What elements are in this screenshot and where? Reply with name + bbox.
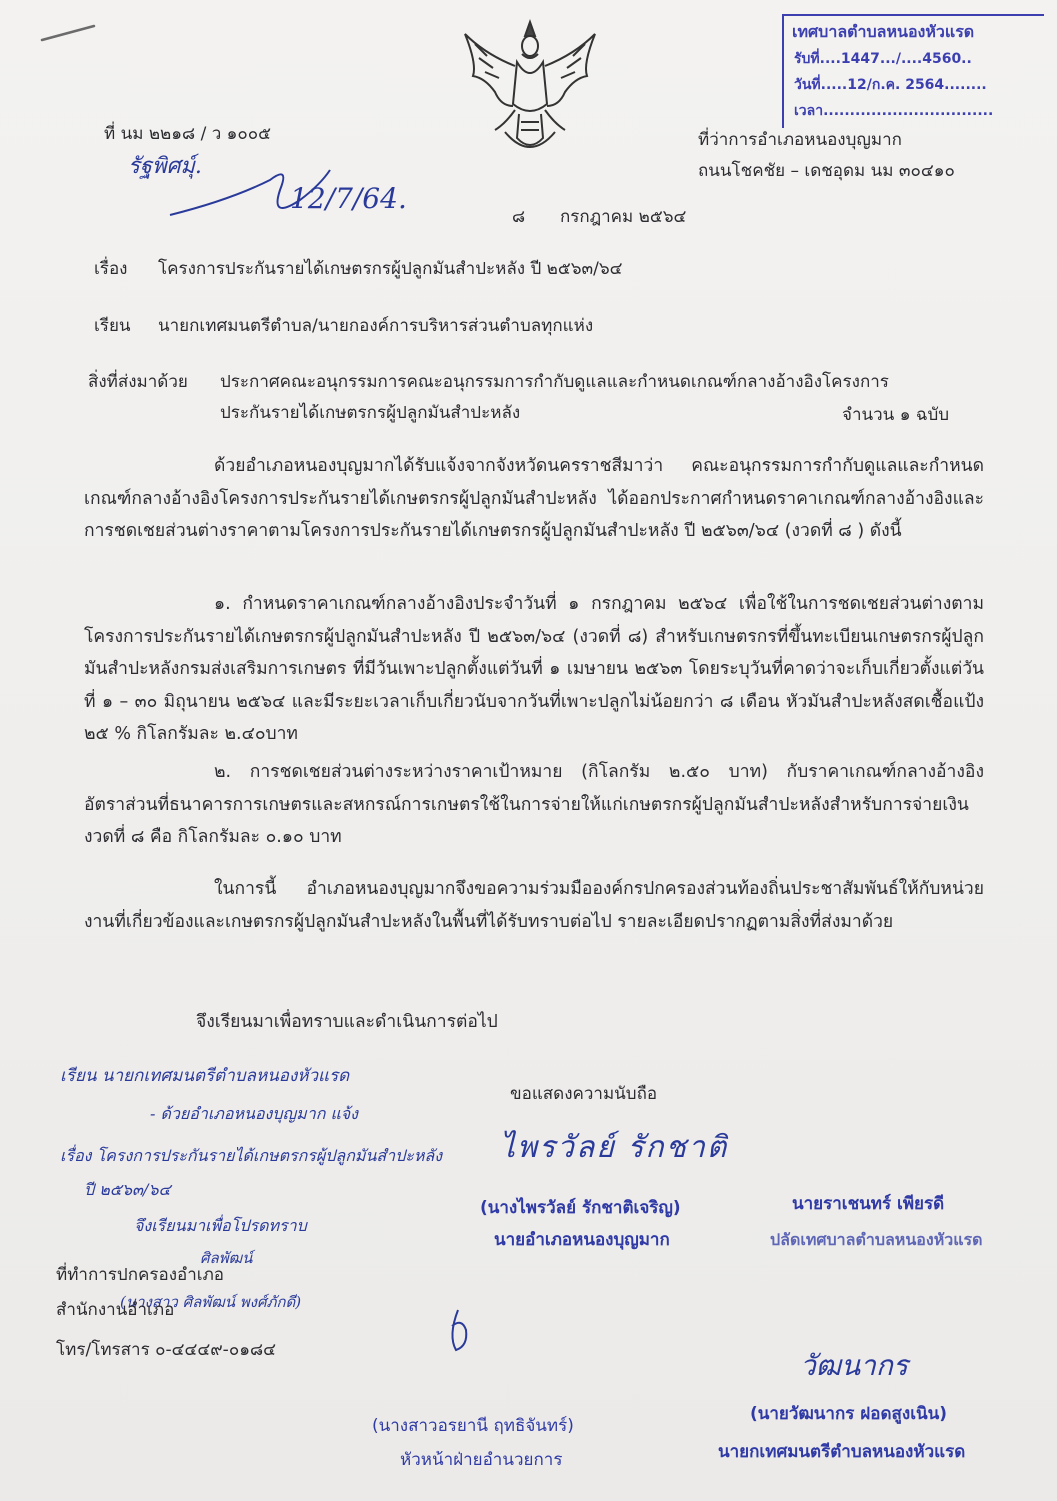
note-line-3: เรื่อง โครงการประกันรายได้เกษตรกรผู้ปลูกมันสำปะหลัง <box>60 1146 443 1165</box>
note-line-5: จึงเรียนมาเพื่อโปรดทราบ <box>134 1216 307 1235</box>
body-paragraph-3: ๒. การชดเชยส่วนต่างระหว่างราคาเป้าหมาย (กิโลกรัม ๒.๕๐ บาท) กับราคาเกณฑ์กลางอ้างอิงอัตราส่วนที่ธนาคารการเกษตรและสหกรณ์การเกษตรใช้ในการจ่ายให้แก่เกษตรกรผู้ปลูกมันสำปะหลังสำหรับการจ่ายเงินงวดที่ ๘ คือ กิโลกรัมละ ๐.๑๐ บาท <box>84 762 984 847</box>
chief-title: หัวหน้าฝ่ายอำนวยการ <box>400 1450 563 1470</box>
signer-title: นายอำเภอหนองบุญมาก <box>494 1230 670 1250</box>
addressee-label: เรียน <box>94 316 131 336</box>
enclosure-line2: ประกันรายได้เกษตรกรผู้ปลูกมันสำปะหลัง <box>220 403 521 423</box>
signer-name: (นางไพรวัลย์ รักชาติเจริญ) <box>480 1198 681 1218</box>
stamp-date: วันที่.....12/ก.ค. 2564........ <box>794 77 987 93</box>
body-paragraph-1: ด้วยอำเภอหนองบุญมากได้รับแจ้งจากจังหวัดนครราชสีมาว่า คณะอนุกรรมการกำกับดูแลและกำหนดเกณฑ์กลางอ้างอิงโครงการประกันรายได้เกษตรกรผู้ปลูกมันสำปะหลัง ได้ออกประกาศกำหนดราคาเกณฑ์กลางอ้างอิงและการชดเชยส่วนต่างราคาตามโครงการประกันรายได้เกษตรกรผู้ปลูกมันสำปะหลัง ปี ๒๕๖๓/๖๔ (งวดที่ ๘ ) ดังนี้ <box>84 456 984 541</box>
office-name: ที่ว่าการอำเภอหนองบุญมาก <box>698 130 902 150</box>
enclosure-line1: ประกาศคณะอนุกรรมการคณะอนุกรรมการกำกับดูแลและกำหนดเกณฑ์กลางอ้างอิงโครงการ <box>220 372 889 392</box>
addressee-text: นายกเทศมนตรีตำบล/นายกองค์การบริหารส่วนตำบลทุกแห่ง <box>158 316 594 336</box>
note-line-2: - ด้วยอำเภอหนองบุญมาก แจ้ง <box>150 1104 358 1123</box>
body-paragraph-2: ๑. กำหนดราคาเกณฑ์กลางอ้างอิงประจำวันที่ ๑ กรกฎาคม ๒๕๖๔ เพื่อใช้ในการชดเชยส่วนต่างตามโครงการประกันรายได้เกษตรกรผู้ปลูกมันสำปะหลัง ปี ๒๕๖๓/๖๔ (งวดที่ ๘) สำหรับเกษตรกรที่ขึ้นทะเบียนเกษตรกรผู้ปลูกมันสำปะหลังกรมส่งเสริมการเกษตร ที่มีวันเพาะปลูกตั้งแต่วันที่ ๑ เมษายน ๒๕๖๓ โดยระบุวันที่คาดว่าจะเก็บเกี่ยวตั้งแต่วันที่ ๑ – ๓๐ มิถุนายน ๒๕๖๔ และมีระยะเวลาเก็บเกี่ยวนับจากวันที่เพาะปลูกไม่น้อยกว่า ๘ เดือน หัวมันสำปะหลังสดเชื้อแป้ง ๒๕ % กิโลกรัมละ ๒.๔๐บาท <box>84 594 984 744</box>
note-line-6: ศิลพัฒน์ <box>200 1249 253 1267</box>
handwritten-signature-stroke <box>150 160 420 230</box>
subject-label: เรื่อง <box>94 259 128 279</box>
deputy-name: นายราเชนทร์ เพียรดี <box>792 1194 945 1214</box>
stamp-received-no: รับที่....1447.../....4560.. <box>794 51 972 67</box>
receiving-stamp <box>782 14 1044 128</box>
mayor-name: (นายวัฒนากร ฝอดสูงเนิน) <box>750 1404 948 1424</box>
chief-name: (นางสาวอรยานี ฤทธิจันทร์) <box>372 1416 574 1436</box>
stamp-time: เวลา................................ <box>794 103 994 119</box>
stamp-office: เทศบาลตำบลหนองหัวแรด <box>792 22 975 41</box>
mayor-title: นายกเทศมนตรีตำบลหนองหัวแรด <box>718 1442 966 1462</box>
note-line-4: ปี ๒๕๖๓/๖๔ <box>84 1180 171 1199</box>
initial-mark <box>440 1306 480 1356</box>
garuda-emblem-icon <box>455 14 605 164</box>
note-line-7: (นางสาว ศิลพัฒน์ พงศ์ภักดี) <box>120 1293 302 1311</box>
body-paragraph-4: ในการนี้ อำเภอหนองบุญมากจึงขอความร่วมมือองค์กรปกครองส่วนท้องถิ่นประชาสัมพันธ์ให้กับหน่วยงานที่เกี่ยวข้องและเกษตรกรผู้ปลูกมันสำปะหลังในพื้นที่ได้รับทราบต่อไป รายละเอียดปรากฏตามสิ่งที่ส่งมาด้วย <box>84 879 984 932</box>
handwritten-date: 12/7/64. <box>290 182 407 215</box>
date-day: ๘ <box>512 207 526 227</box>
mayor-signature: วัฒนากร <box>800 1349 908 1382</box>
closing-line: จึงเรียนมาเพื่อทราบและดำเนินการต่อไป <box>196 1012 498 1032</box>
enclosure-label: สิ่งที่ส่งมาด้วย <box>88 372 188 392</box>
regards-text: ขอแสดงความนับถือ <box>510 1084 658 1104</box>
note-line-1: เรียน นายกเทศมนตรีตำบลหนองหัวแรด <box>60 1066 350 1086</box>
office-address: ถนนโชคชัย – เดชอุดม นม ๓๐๔๑๐ <box>698 161 955 181</box>
footer-dept-2: สำนักงานอำเภอ <box>56 1300 175 1320</box>
deputy-title: ปลัดเทศบาลตำบลหนองหัวแรด <box>770 1230 983 1249</box>
handwritten-receiver: รัฐพิศมุ์. <box>128 154 202 179</box>
subject-text: โครงการประกันรายได้เกษตรกรผู้ปลูกมันสำปะหลัง ปี ๒๕๖๓/๖๔ <box>158 259 623 279</box>
footer-dept-1: ที่ทำการปกครองอำเภอ <box>56 1265 225 1285</box>
signer-signature: ไพรวัลย์ รักชาติ <box>500 1130 729 1165</box>
enclosure-count: จำนวน ๑ ฉบับ <box>842 405 950 425</box>
pencil-mark <box>38 22 98 44</box>
footer-phone: โทร/โทรสาร ๐-๔๔๔๙-๐๑๘๔ <box>56 1340 276 1360</box>
date-month-year: กรกฎาคม ๒๕๖๔ <box>560 207 687 227</box>
reference-number: ที่ นม ๒๒๑๘ / ว ๑๐๐๕ <box>104 124 272 144</box>
